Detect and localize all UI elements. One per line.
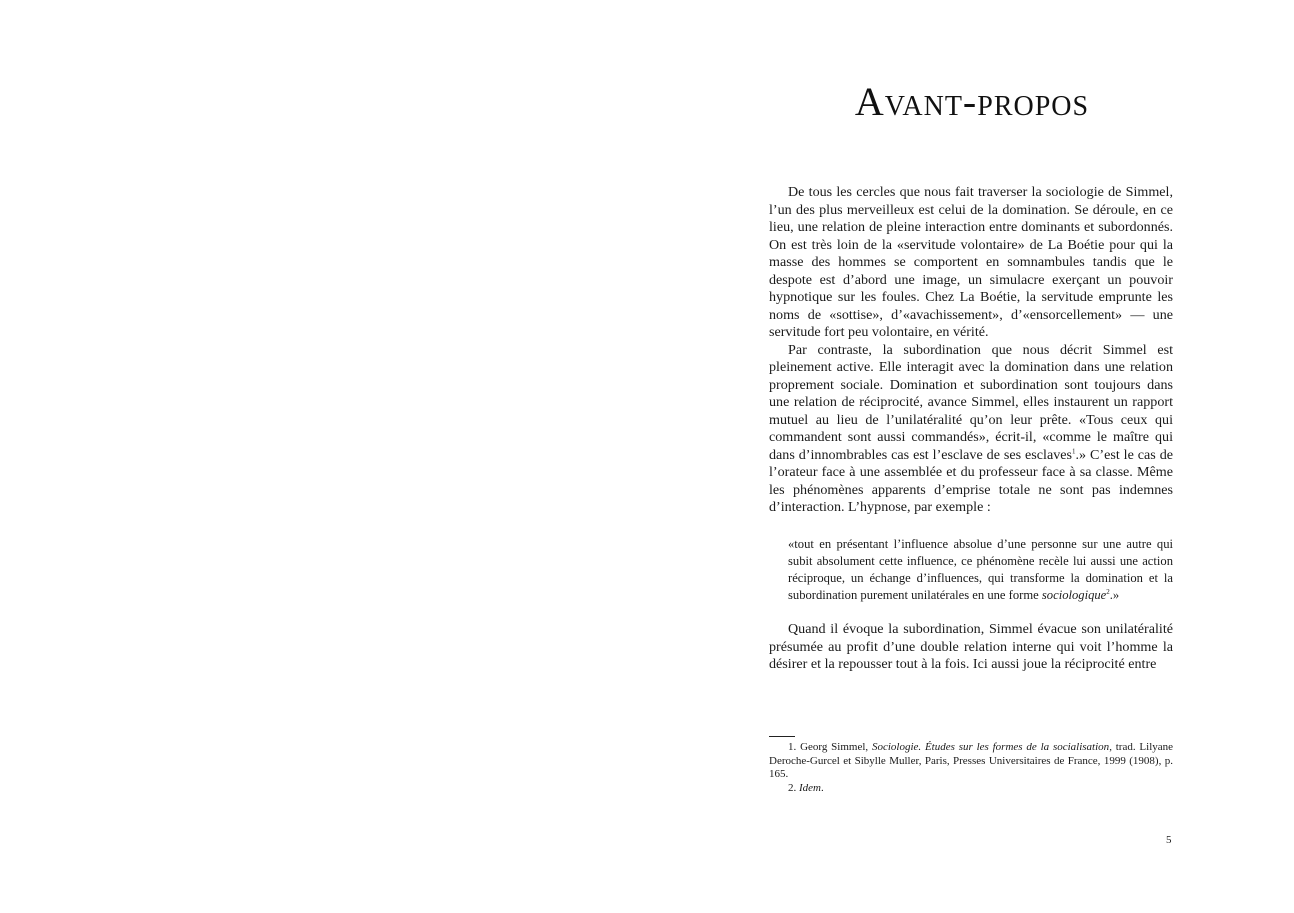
paragraph-2 xyxy=(769,342,1173,517)
footnote-1-pre: Georg Simmel, xyxy=(796,741,872,753)
quote-emphasis: sociologique xyxy=(1041,588,1107,603)
footnote-ref-2[interactable]: 2 xyxy=(1106,587,1110,596)
paragraph-3: Quand il évoque la subordination, Simmel évacue son unilatéralité présumée au profit d’une double relation interne qui voit l’homme la désirer et la repousser tout à la fois. Ici aussi joue la réciprocité entre xyxy=(769,621,1173,673)
footnote-1-number: 1. xyxy=(788,741,797,753)
footnotes xyxy=(769,741,1173,795)
paragraph-2-part-b: .» C’est le cas de l’orateur face à une assemblée et du professeur face à sa classe. Même les phénomènes apparents d’emprise totale ne sont pas indemnes d’interaction. L’hypnose, par exemple : xyxy=(769,446,1173,515)
footnote-2-title: Idem xyxy=(799,781,821,794)
footnote-1 xyxy=(769,741,1173,782)
footnote-1-post: , trad. Lilyane Deroche-Gurcel et Sibylle Muller, Paris, Presses Universitaires de France, 1999 (1908), p. 165. xyxy=(769,741,1174,781)
paragraph-1: De tous les cercles que nous fait traverser la sociologie de Simmel, l’un des plus merveilleux est celui de la domination. Se déroule, en ce lieu, une relation de pleine interaction entre dominants et subordonnés. On est très loin de la «servitude volontaire» de La Boétie pour qui la masse des hommes se comportent en somnambules tandis que le despote est d’abord une image, un simulacre exerçant un pouvoir hypnotique sur les foules. Chez La Boétie, la servitude emprunte les noms de «sottise», d’«avachissement», d’«ensorcellement» — une servitude fort peu volontaire, en vérité. xyxy=(769,184,1173,340)
footnote-rule xyxy=(769,736,795,737)
right-page xyxy=(647,0,1294,913)
quote-part-b: .» xyxy=(1109,588,1120,603)
page-number: 5 xyxy=(1166,834,1172,846)
body-text xyxy=(769,184,1173,674)
footnote-2 xyxy=(769,782,1173,796)
footnote-ref-1[interactable]: 1 xyxy=(1072,446,1076,455)
footnote-2-number: 2. xyxy=(788,781,797,794)
block-quote xyxy=(788,536,1173,605)
chapter-title: Avant-propos xyxy=(854,79,1090,124)
quote-part-a: «tout en présentant l’influence absolue d’une personne sur une autre qui subit absolument cette influence, ce phénomène recèle lui aussi une action réciproque, un échange d’influences, qui transforme la domination et la subordination purement unilatérales en une forme xyxy=(788,536,1173,603)
footnote-1-title: Sociologie. Études sur les formes de la socialisation xyxy=(871,741,1110,753)
footnote-2-post: . xyxy=(821,781,824,794)
paragraph-2-part-a: Par contraste, la subordination que nous décrit Simmel est pleinement active. Elle interagit avec la domination dans une relation proprement sociale. Domination et subordination sont toujours dans une relation de réciprocité, avance Simmel, elles instaurent un rapport mutuel au lieu de l’unilatéralité qu’on leur prête. «Tous ceux qui commandent sont aussi commandés», écrit-il, «comme le maître qui dans d’innombrables cas est l’esclave de ses esclaves xyxy=(769,341,1173,463)
